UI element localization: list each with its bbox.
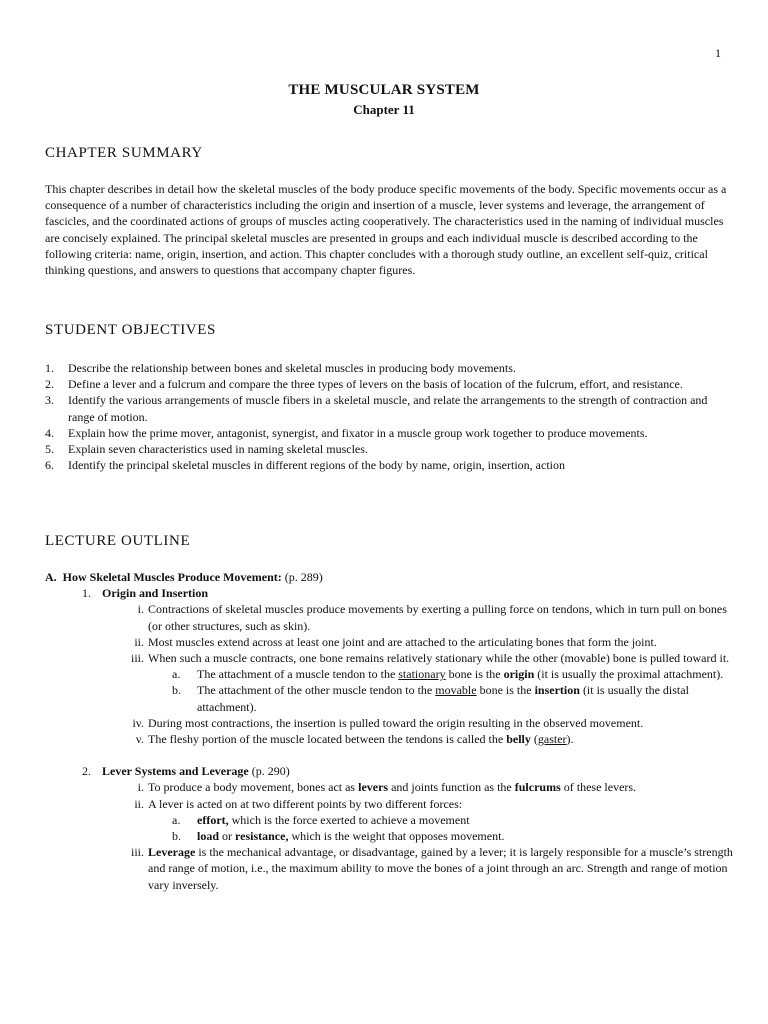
outline-subitem: v. The fleshy portion of the muscle located between the tendons is called the belly (gaster).	[135, 732, 574, 747]
outline-subsubitem: b. The attachment of the other muscle tendon to the movable bone is the insertion (it is usually the distal attachment).	[172, 683, 689, 714]
chapter-summary-text: This chapter describes in detail how the skeletal muscles of the body produce specific movements of the body. Specific movements occur as a consequence of a number of characteristics including the origin and insertion of a muscle, lever systems and leverage, the arrangement of fascicles, and the coordinated actions of groups of muscles acting cooperatively. The characteristics used in the naming of individual muscles are concisely explained. The principal skeletal muscles are presented in groups and each individual muscle is described according to the following criteria: name, origin, insertion, and action. This chapter concludes with a thorough study outline, an excellent self-quiz, critical thinking questions, and answers to questions that accompany chapter figures.	[45, 182, 727, 278]
lecture-outline-heading: LECTURE OUTLINE	[45, 533, 191, 549]
outline-section-a: A. How Skeletal Muscles Produce Movement: (p. 289)	[45, 570, 323, 584]
outline-subitem: iii. Leverage is the mechanical advantage, or disadvantage, gained by a lever; it is largely responsible for a muscle’s strength and range of motion, i.e., the maximum ability to move the bones of a joint through an arc. Strength and range of motion vary inversely.	[130, 845, 733, 892]
objective-item: 1. Describe the relationship between bones and skeletal muscles in producing body movements.	[45, 361, 516, 375]
objective-item: 6. Identify the principal skeletal muscles in different regions of the body by name, origin, insertion, action	[45, 458, 565, 473]
outline-item-2: 2. Lever Systems and Leverage (p. 290)	[82, 764, 290, 779]
outline-subitem: ii. A lever is acted on at two different points by two different forces:	[134, 796, 463, 811]
outline-subitem: i. Contractions of skeletal muscles produce movements by exerting a pulling force on tendons, which in turn pull on bones (or other structures, such as skin).	[137, 602, 727, 633]
page-number: 1	[715, 46, 721, 60]
outline-subitem: ii. Most muscles extend across at least one joint and are attached to the articulating bones that form the joint.	[134, 634, 657, 649]
objective-item: 2. Define a lever and a fulcrum and compare the three types of levers on the basis of location of the fulcrum, effort, and resistance.	[45, 377, 683, 392]
outline-item-1: 1. Origin and Insertion	[82, 586, 209, 601]
outline-subitem: i. To produce a body movement, bones act as levers and joints function as the fulcrums of these levers.	[137, 780, 637, 795]
outline-subsubitem: a. effort, which is the force exerted to achieve a movement	[172, 812, 470, 827]
objective-item: 4. Explain how the prime mover, antagonist, synergist, and fixator in a muscle group work together to produce movements.	[45, 425, 648, 440]
chapter-subtitle: Chapter 11	[353, 102, 415, 117]
chapter-summary-heading: CHAPTER SUMMARY	[45, 145, 203, 161]
outline-subitem: iii. When such a muscle contracts, one bone remains relatively stationary while the other (movable) bone is pulled toward it.	[130, 651, 730, 666]
outline-subsubitem: a. The attachment of a muscle tendon to the stationary bone is the origin (it is usually the proximal attachment).	[172, 667, 724, 682]
lecture-outline	[45, 569, 735, 893]
document-title: THE MUSCULAR SYSTEM	[288, 82, 480, 98]
objectives-list	[45, 360, 735, 473]
student-objectives-heading: STUDENT OBJECTIVES	[45, 322, 216, 338]
objective-item: 3. Identify the various arrangements of muscle fibers in a skeletal muscle, and relate the arrangements to the strength of contraction and range of motion.	[45, 393, 708, 424]
objective-item: 5. Explain seven characteristics used in naming skeletal muscles.	[45, 442, 368, 457]
outline-subsubitem: b. load or resistance, which is the weight that opposes movement.	[172, 829, 505, 844]
outline-subitem: iv. During most contractions, the insertion is pulled toward the origin resulting in the observed movement.	[132, 715, 644, 730]
